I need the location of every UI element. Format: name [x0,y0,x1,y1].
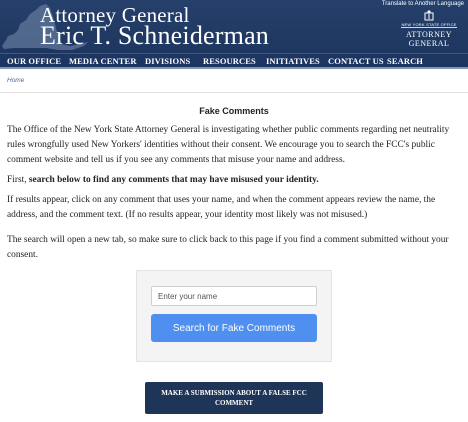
results-paragraph: If results appear, click on any comment that uses your name, and when the comment appears review the name, the address, and the comment text. (If no results appear, your identity most likely was not misused.) [7,195,436,220]
nav-our-office[interactable]: OUR OFFICE [7,56,62,66]
seal-divider [401,27,457,28]
instruction-prefix: First, [7,175,29,185]
intro-paragraph: The Office of the New York State Attorney General is investigating whether public comments regarding net neutrality rules wrongfully used New Yorkers' identities without their consent. We encourage you to search the FCC's public comment website and tell us if you see any comments that misuse your name and address. [7,125,450,165]
seal-title-line1: ATTORNEY [405,30,453,39]
make-submission-button[interactable]: MAKE A SUBMISSION ABOUT A FALSE FCC COMMENT [145,382,323,414]
site-header [0,0,468,53]
seal-title-line2: GENERAL [408,39,450,48]
search-panel [136,270,332,362]
seal-office-text: NEW YORK STATE OFFICE [401,22,457,27]
site-title-line1[interactable]: Attorney General [40,3,190,27]
nav-resources[interactable]: RESOURCES [203,56,256,66]
ag-seal-logo[interactable] [395,10,463,50]
nav-contact-us[interactable]: CONTACT US [328,56,384,66]
site-title-line2[interactable]: Eric T. Schneiderman [40,21,270,50]
crest-icon [424,10,434,21]
instruction-bold: search below to find any comments that may have misused your identity. [28,175,319,185]
instruction-paragraph [7,173,463,188]
nav-divisions[interactable]: DIVISIONS [145,56,191,66]
main-nav [0,53,468,69]
translate-link[interactable]: Translate to Another Language [381,1,464,7]
nav-search[interactable]: SEARCH [387,56,424,66]
new-tab-paragraph: The search will open a new tab, so make sure to click back to this page if you find a comment submitted without your consent. [7,235,449,260]
search-fake-comments-button[interactable]: Search for Fake Comments [151,314,317,342]
nav-media-center[interactable]: MEDIA CENTER [69,56,137,66]
nav-initiatives[interactable]: INITIATIVES [266,56,320,66]
breadcrumb-home-link[interactable]: Home [7,77,25,84]
name-search-input[interactable] [151,286,317,306]
page-title: Fake Comments [199,106,269,116]
breadcrumb [0,71,468,93]
